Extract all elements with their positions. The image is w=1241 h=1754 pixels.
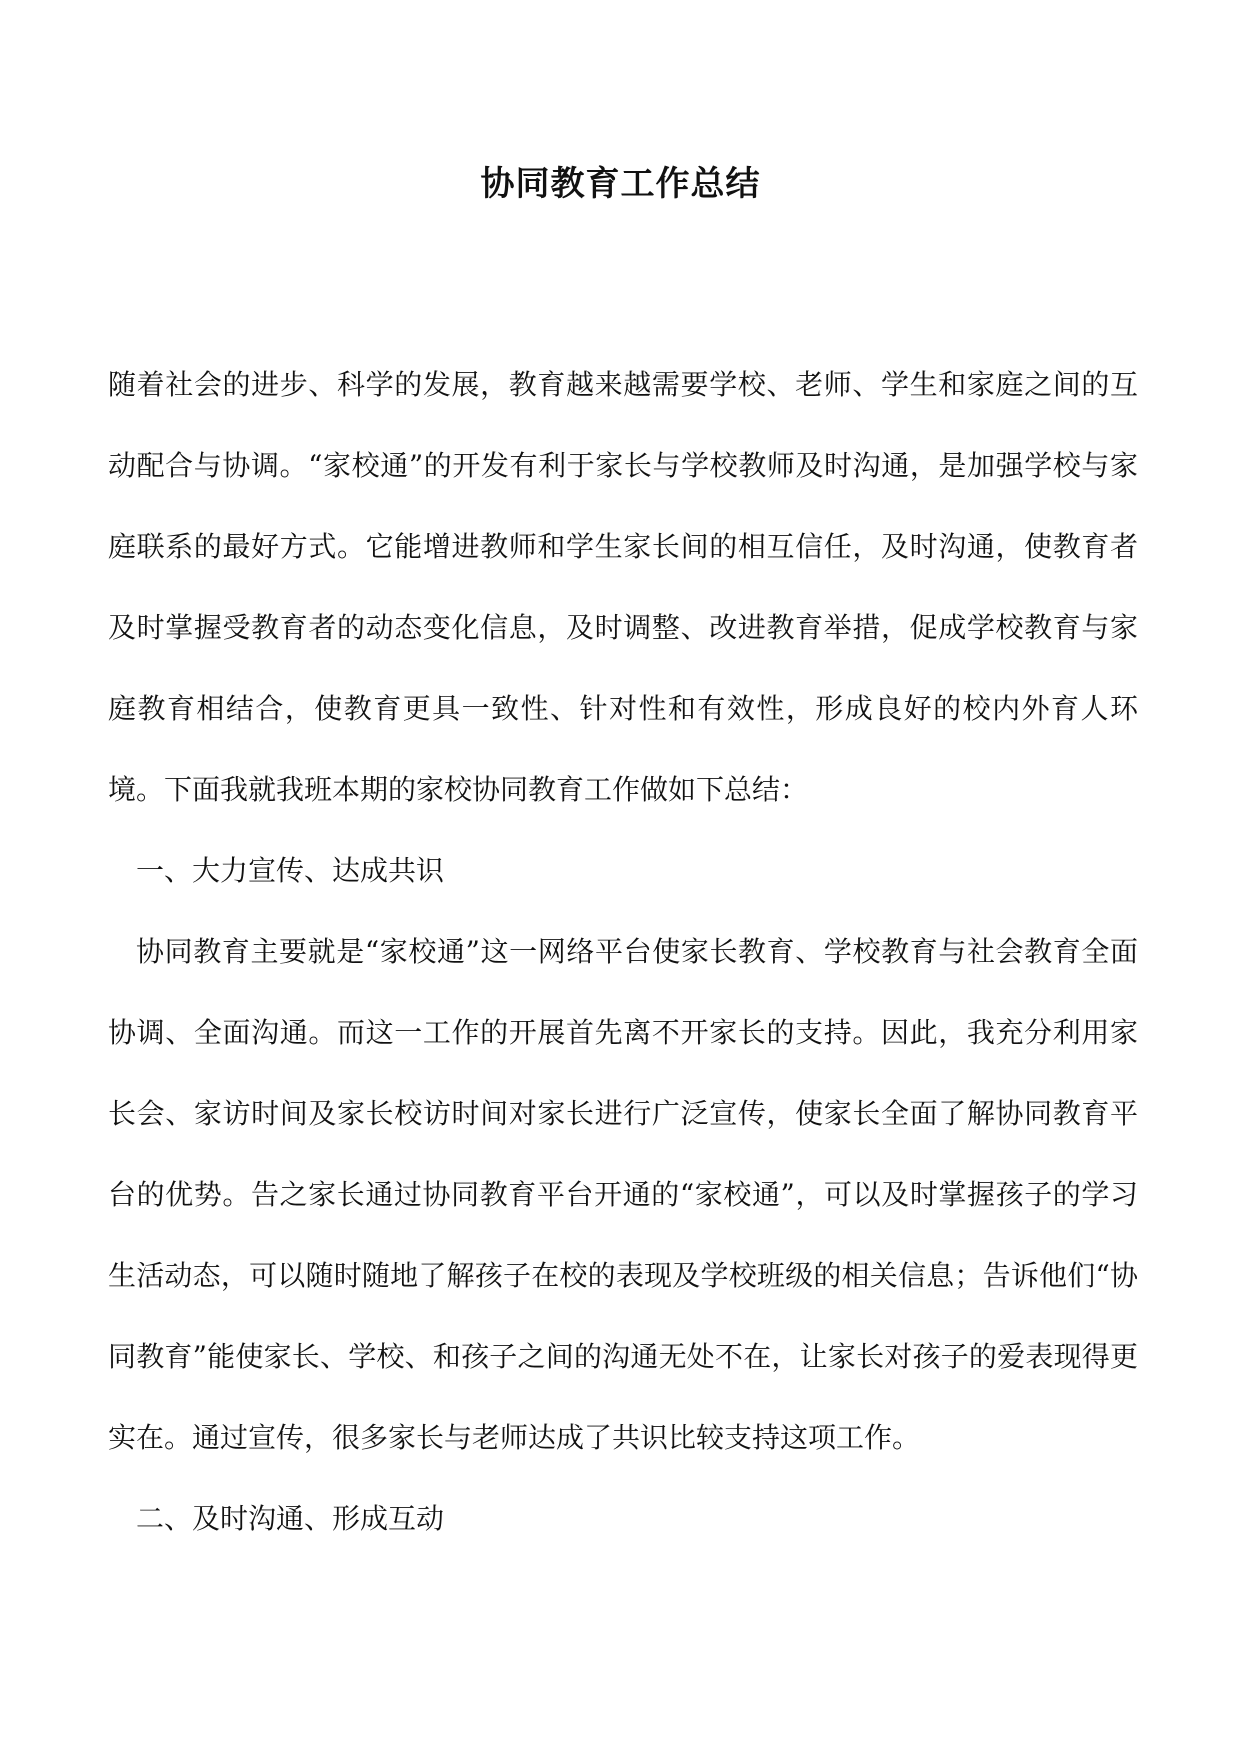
section-1-paragraph: 协同教育主要就是“家校通”这一网络平台使家长教育、学校教育与社会教育全面协调、全面沟通。而这一工作的开展首先离不开家长的支持。因此，我充分利用家长会、家访时间及家长校访时间对家长进行广泛宣传，使家长全面了解协同教育平台的优势。告之家长通过协同教育平台开通的“家校通”，可以及时掌握孩子的学习生活动态，可以随时随地了解孩子在校的表现及学校班级的相关信息；告诉他们“协同教育”能使家长、学校、和孩子之间的沟通无处不在，让家长对孩子的爱表现得更实在。通过宣传，很多家长与老师达成了共识比较支持这项工作。 xyxy=(108,935,1138,1454)
intro-paragraph: 随着社会的进步、科学的发展，教育越来越需要学校、老师、学生和家庭之间的互动配合与协调。“家校通”的开发有利于家长与学校教师及时沟通，是加强学校与家庭联系的最好方式。它能增进教师和学生家长间的相互信任，及时沟通，使教育者及时掌握受教育者的动态变化信息，及时调整、改进教育举措，促成学校教育与家庭教育相结合，使教育更具一致性、针对性和有效性，形成良好的校内外育人环境。下面我就我班本期的家校协同教育工作做如下总结： xyxy=(108,368,1138,806)
section-heading-2: 二、及时沟通、形成互动 xyxy=(136,1502,445,1535)
document-title: 协同教育工作总结 xyxy=(480,164,761,204)
section-heading-1: 一、大力宣传、达成共识 xyxy=(136,854,445,887)
document-body xyxy=(108,344,1138,1559)
